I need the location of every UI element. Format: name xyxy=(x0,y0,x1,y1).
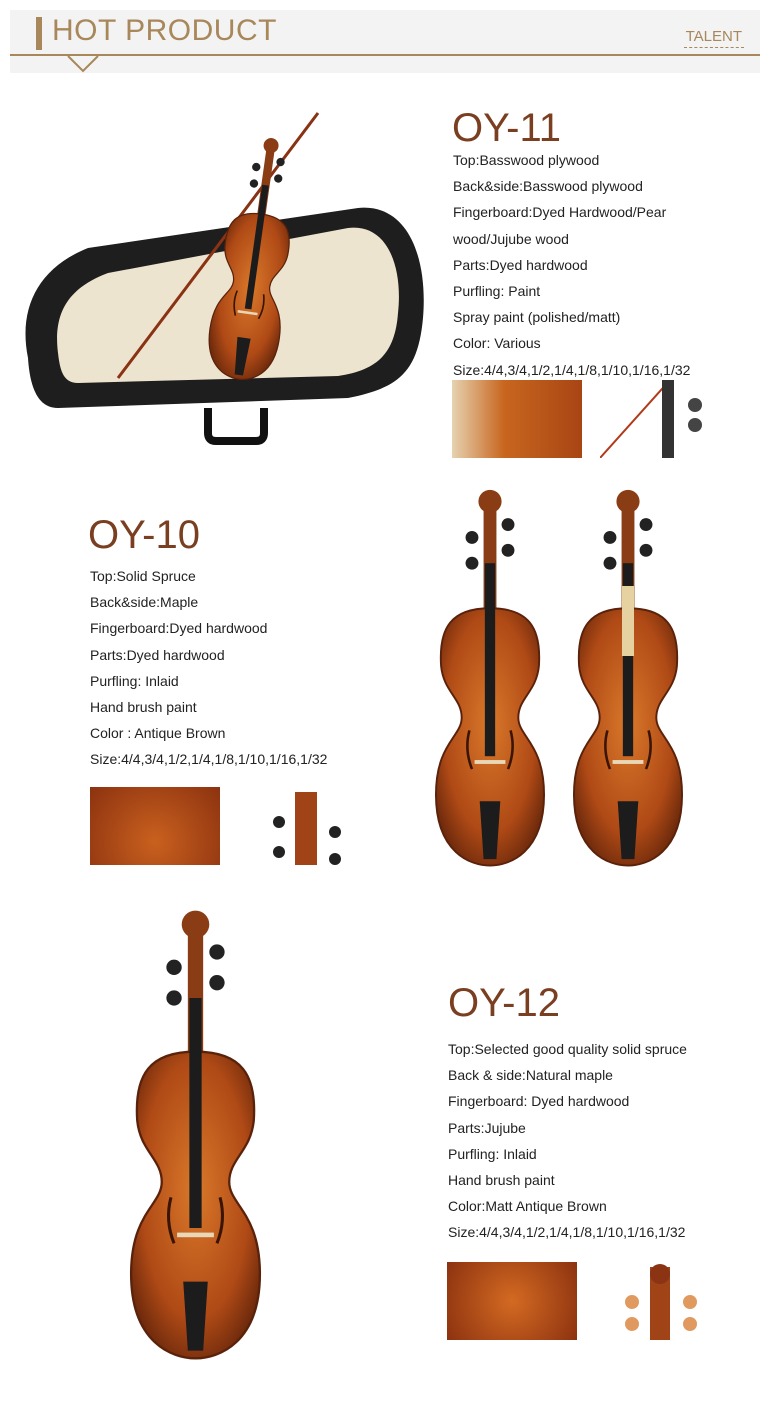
spec-item: Back & side:Natural maple xyxy=(448,1067,613,1084)
spec-item: Hand brush paint xyxy=(90,698,197,715)
spec-item: Parts:Dyed hardwood xyxy=(453,256,588,273)
spec-item: Parts:Dyed hardwood xyxy=(90,646,225,663)
spec-item: Back&side:Maple xyxy=(90,594,199,611)
brand-tag: TALENT xyxy=(684,28,744,48)
spec-item: Back&side:Basswood plywood xyxy=(453,178,643,195)
spec-item: Top:Basswood plywood xyxy=(453,152,600,168)
violin-case-image xyxy=(18,108,432,448)
spec-item: Top:Solid Spruce xyxy=(90,568,196,584)
spec-item: Size:4/4,3/4,1/2,1/4,1/8,1/10,1/16,1/32 xyxy=(453,361,691,378)
section-title: HOT PRODUCT xyxy=(52,14,277,47)
spec-item: Spray paint (polished/matt) xyxy=(453,309,621,326)
spec-item: Color: Various xyxy=(453,335,541,352)
spec-item: Fingerboard: Dyed hardwood xyxy=(448,1093,630,1110)
detail-thumbnail-body xyxy=(452,380,582,458)
header-accent-bar xyxy=(36,17,42,50)
violin-image xyxy=(108,906,283,1366)
violin-front-image xyxy=(420,486,560,872)
spec-item: Purfling: Paint xyxy=(453,282,541,299)
spec-item: Purfling: Inlaid xyxy=(90,672,179,689)
detail-thumbnail-body xyxy=(447,1262,577,1340)
spec-item: Purfling: Inlaid xyxy=(448,1145,537,1162)
spec-item: Size:4/4,3/4,1/2,1/4,1/8,1/10,1/16,1/32 xyxy=(448,1224,686,1241)
detail-thumbnail-scroll xyxy=(612,1262,705,1340)
spec-item: Color : Antique Brown xyxy=(90,725,226,742)
spec-list xyxy=(448,1039,687,1249)
spec-item: Top:Selected good quality solid spruce xyxy=(448,1041,687,1057)
violin-back-image xyxy=(558,486,698,872)
spec-item: Size:4/4,3/4,1/2,1/4,1/8,1/10,1/16,1/32 xyxy=(90,751,328,768)
detail-thumbnail-scroll xyxy=(600,380,720,458)
model-title: OY-11 xyxy=(452,106,561,150)
detail-thumbnail-scroll xyxy=(265,787,350,865)
detail-thumbnail-body xyxy=(90,787,220,865)
model-title: OY-12 xyxy=(448,981,560,1025)
spec-item: Parts:Jujube xyxy=(448,1119,526,1136)
header-divider xyxy=(10,54,760,56)
spec-list xyxy=(453,150,690,386)
header-pointer-icon xyxy=(66,55,100,73)
spec-item: Fingerboard:Dyed hardwood xyxy=(90,620,268,637)
spec-item: wood/Jujube wood xyxy=(453,230,569,247)
spec-item: Hand brush paint xyxy=(448,1171,555,1188)
spec-item: Fingerboard:Dyed Hardwood/Pear xyxy=(453,204,667,221)
model-title: OY-10 xyxy=(88,513,200,557)
spec-item: Color:Matt Antique Brown xyxy=(448,1198,607,1215)
spec-list xyxy=(90,566,327,776)
